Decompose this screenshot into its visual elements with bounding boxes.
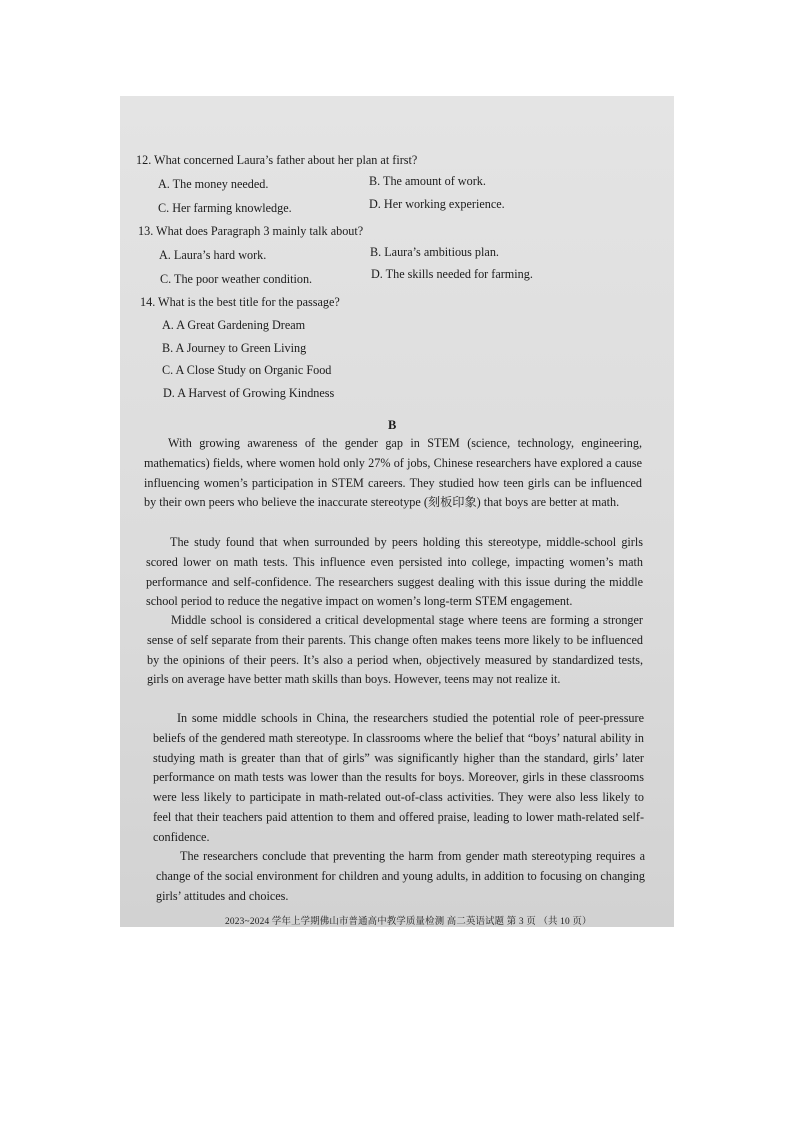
question-14-option-c: C. A Close Study on Organic Food: [162, 363, 332, 377]
passage-paragraph-3: Middle school is considered a critical developmental stage where teens are forming a stronger sense of self separate from their parents. This change often makes teens more likely to be influenced by the opinions of their peers. It’s also a period when, objectively measured by standardized tests, girls on average have better math skills than boys. However, teens may not realize it.: [147, 613, 643, 687]
page-footer: 2023~2024 学年上学期佛山市普通高中教学质量检测 高二英语试题 第 3 页 （共 10 页）: [225, 917, 592, 927]
question-14-option-d: D. A Harvest of Growing Kindness: [163, 386, 335, 400]
question-12-option-c: C. Her farming knowledge.: [158, 201, 292, 215]
question-13-stem: 13. What does Paragraph 3 mainly talk about?: [138, 224, 364, 238]
question-14-option-a: A. A Great Gardening Dream: [162, 318, 306, 332]
question-13-option-a: A. Laura’s hard work.: [159, 248, 267, 262]
question-13-option-c: C. The poor weather condition.: [160, 272, 313, 286]
question-12-option-a: A. The money needed.: [158, 177, 269, 191]
passage-paragraph-1: With growing awareness of the gender gap in STEM (science, technology, engineering, mathematics) fields, where women hold only 27% of jobs, Chinese researchers have explored a cause influencing women’s participation in STEM careers. They studied how teen girls can be influenced by their own peers who believe the inaccurate stereotype (刻板印象) that boys are better at math.: [144, 436, 642, 510]
passage-paragraph-5: The researchers conclude that preventing the harm from gender math stereotyping requires a change of the social environment for children and young adults, in addition to focusing on changing girls’ attitudes and choices.: [156, 849, 645, 903]
question-12-option-d: D. Her working experience.: [369, 197, 505, 211]
question-12-option-b: B. The amount of work.: [369, 174, 486, 188]
question-14-stem: 14. What is the best title for the passage?: [140, 295, 340, 309]
section-label: B: [388, 418, 397, 432]
question-14-option-b: B. A Journey to Green Living: [162, 341, 307, 355]
question-12-stem: 12. What concerned Laura’s father about her plan at first?: [136, 153, 418, 167]
question-13-option-b: B. Laura’s ambitious plan.: [370, 245, 499, 259]
question-13-option-d: D. The skills needed for farming.: [371, 267, 533, 281]
exam-page-photo: [120, 96, 674, 927]
passage-paragraph-4: In some middle schools in China, the researchers studied the potential role of peer-pressure beliefs of the gendered math stereotype. In classrooms where the belief that “boys’ natural ability in studying math is greater than that of girls” was significantly higher than the standard, girls’ later performance on math tests was lower than the results for boys. Moreover, girls in these classrooms were less likely to participate in math-related out-of-class activities. They were also less likely to feel that their teachers paid attention to them and offered praise, leading to lower math-related self-confidence.: [153, 711, 644, 844]
passage-paragraph-2: The study found that when surrounded by peers holding this stereotype, middle-school girls scored lower on math tests. This influence even persisted into college, impacting women’s math performance and self-confidence. The researchers suggest dealing with this issue during the middle school period to reduce the negative impact on women’s long-term STEM engagement.: [146, 535, 643, 609]
